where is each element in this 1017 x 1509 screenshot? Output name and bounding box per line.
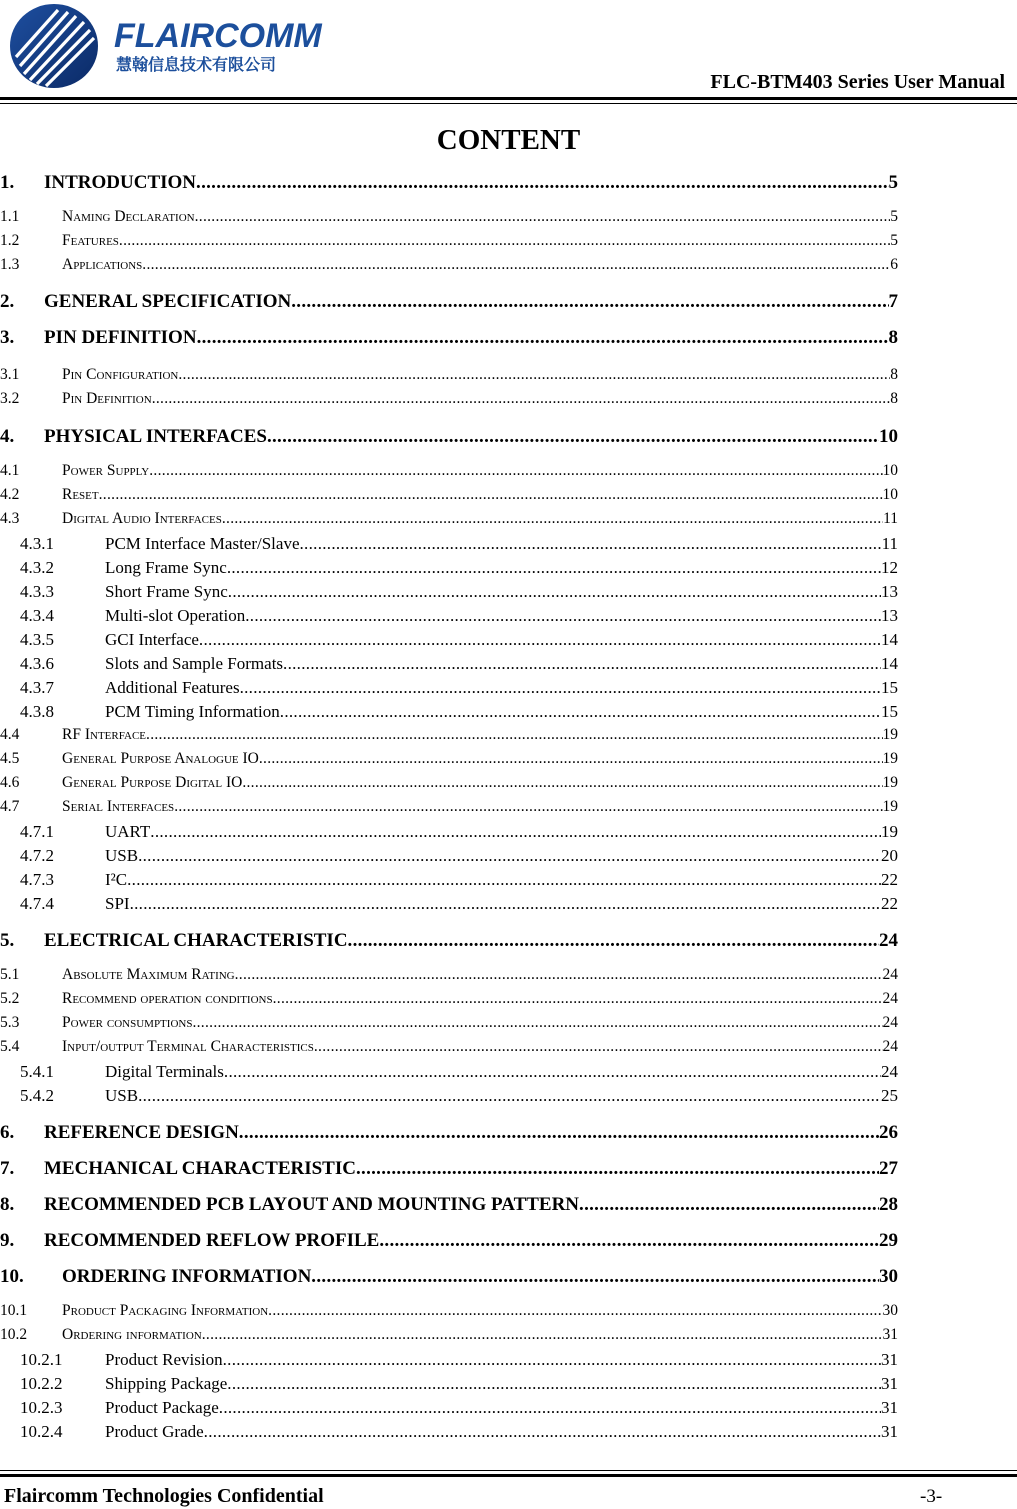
toc-entry-number: 5.1 — [0, 966, 20, 983]
toc-entry-title: Digital Audio Interfaces — [62, 510, 222, 527]
toc-leader-dots — [242, 774, 882, 792]
toc-entry-title: ORDERING INFORMATION — [62, 1266, 312, 1287]
toc-entry-title: I²C — [105, 870, 128, 889]
toc-entry[interactable] — [0, 774, 898, 796]
toc-entry-title: Absolute Maximum Rating — [62, 966, 235, 983]
toc-entry[interactable] — [0, 894, 898, 916]
toc-entry-number: 5.3 — [0, 1014, 20, 1031]
toc-entry[interactable] — [0, 486, 898, 508]
toc-leader-dots — [267, 426, 879, 448]
toc-leader-dots — [152, 390, 891, 408]
toc-entry-title: General Purpose Digital IO — [62, 774, 243, 791]
footer-company: Flaircomm Technologies Confidential — [4, 1485, 324, 1507]
toc-entry-number: 4.3.6 — [20, 654, 54, 673]
toc-entry-page: 31 — [882, 1326, 898, 1343]
toc-entry-page: 11 — [881, 534, 898, 553]
toc-entry-title: USB — [105, 846, 139, 865]
toc-leader-dots — [224, 1062, 881, 1082]
page-title: CONTENT — [436, 124, 581, 156]
toc-leader-dots — [356, 1158, 879, 1180]
toc-entry-number: 4.3.5 — [20, 630, 54, 649]
toc-entry[interactable] — [0, 366, 898, 388]
toc-entry[interactable] — [0, 582, 898, 604]
toc-entry-page: 22 — [881, 870, 898, 889]
toc-leader-dots — [178, 366, 890, 384]
toc-leader-dots — [196, 172, 888, 194]
toc-entry-page: 14 — [881, 654, 898, 673]
toc-leader-dots — [291, 291, 888, 313]
toc-entry-number: 4.7 — [0, 798, 20, 815]
toc-leader-dots — [240, 678, 881, 698]
toc-entry-number: 4.3.1 — [20, 534, 54, 553]
toc-entry-page: 19 — [882, 774, 898, 791]
toc-leader-dots — [239, 1122, 879, 1144]
toc-entry-page: 8 — [890, 366, 898, 383]
toc-entry-page: 5 — [890, 208, 898, 225]
toc-entry-page: 31 — [881, 1350, 898, 1369]
toc-entry-page: 13 — [881, 582, 898, 601]
toc-entry-title: Product Package — [105, 1398, 219, 1417]
toc-entry-number: 1.2 — [0, 232, 20, 249]
toc-entry-title: Ordering information — [62, 1326, 202, 1343]
toc-entry-number: 4.3.2 — [20, 558, 54, 577]
toc-leader-dots — [149, 462, 882, 480]
toc-entry-title: General Purpose Analogue IO — [62, 750, 259, 767]
logo-subtitle: 慧翰信息技术有限公司 — [116, 55, 277, 74]
toc-leader-dots — [142, 256, 890, 274]
footer-rule-thick — [0, 1474, 1017, 1477]
toc-entry[interactable] — [0, 462, 898, 484]
toc-entry-number: 4.3.3 — [20, 582, 54, 601]
toc-leader-dots — [280, 702, 881, 722]
toc-entry-title: SPI — [105, 894, 130, 913]
toc-entry-number: 4.7.3 — [20, 870, 54, 889]
toc-leader-dots — [192, 1014, 882, 1032]
toc-leader-dots — [273, 990, 883, 1008]
toc-entry-number: 4.3.4 — [20, 606, 54, 625]
toc-entry-number: 10.2.4 — [20, 1422, 63, 1441]
toc-entry-number: 10.2.3 — [20, 1398, 63, 1417]
toc-entry-page: 5 — [890, 232, 898, 249]
toc-entry[interactable] — [0, 534, 898, 556]
toc-entry-page: 24 — [882, 1014, 898, 1031]
toc-entry-title: Digital Terminals — [105, 1062, 224, 1081]
toc-leader-dots — [138, 1086, 881, 1106]
toc-entry-page: 19 — [881, 822, 898, 841]
toc-entry-title: PHYSICAL INTERFACES — [44, 426, 267, 447]
toc-entry[interactable] — [0, 1086, 898, 1108]
toc-leader-dots — [219, 1398, 881, 1418]
toc-entry[interactable] — [0, 1158, 898, 1180]
toc-entry-page: 28 — [879, 1194, 898, 1215]
toc-leader-dots — [222, 510, 883, 528]
toc-entry-title: UART — [105, 822, 151, 841]
toc-entry-title: RECOMMENDED REFLOW PROFILE — [44, 1230, 380, 1251]
toc-entry-title: Short Frame Sync — [105, 582, 228, 601]
toc-leader-dots — [300, 534, 882, 554]
toc-entry[interactable] — [0, 1194, 898, 1216]
toc-entry-number: 4.2 — [0, 486, 20, 503]
toc-leader-dots — [228, 582, 881, 602]
toc-leader-dots — [199, 630, 881, 650]
toc-entry-number: 10.2.2 — [20, 1374, 63, 1393]
toc-entry-page: 8 — [888, 327, 898, 348]
toc-leader-dots — [223, 1350, 881, 1370]
toc-leader-dots — [227, 1374, 881, 1394]
footer-rule-thin — [0, 1470, 1017, 1471]
toc-entry[interactable] — [0, 1014, 898, 1036]
toc-entry[interactable] — [0, 1398, 898, 1420]
toc-entry-title: Reset — [62, 486, 99, 503]
toc-entry-page: 10 — [882, 486, 898, 503]
toc-entry-title: RECOMMENDED PCB LAYOUT AND MOUNTING PATTERN — [44, 1194, 580, 1215]
toc-entry-title: Long Frame Sync — [105, 558, 227, 577]
toc-leader-dots — [268, 1302, 882, 1320]
toc-entry[interactable] — [0, 1350, 898, 1372]
toc-entry-title: Shipping Package — [105, 1374, 228, 1393]
toc-entry-page: 31 — [881, 1374, 898, 1393]
toc-leader-dots — [174, 798, 882, 816]
toc-entry-page: 8 — [890, 390, 898, 407]
toc-entry-title: Naming Declaration — [62, 208, 195, 225]
toc-entry[interactable] — [0, 1302, 898, 1324]
toc-entry-page: 19 — [882, 798, 898, 815]
page-number: -3- — [920, 1486, 943, 1507]
toc-entry-title: Serial Interfaces — [62, 798, 175, 815]
toc-entry-number: 4.7.1 — [20, 822, 54, 841]
toc-entry-page: 12 — [881, 558, 898, 577]
toc-leader-dots — [348, 930, 879, 952]
toc-entry[interactable] — [0, 870, 898, 892]
toc-entry-page: 11 — [883, 510, 898, 527]
toc-entry-page: 7 — [888, 291, 898, 312]
toc-entry-number: 5. — [0, 930, 15, 951]
toc-entry[interactable] — [0, 390, 898, 412]
toc-entry-title: Product Grade — [105, 1422, 204, 1441]
toc-entry[interactable] — [0, 606, 898, 628]
toc-entry-page: 6 — [890, 256, 898, 273]
toc-entry-number: 4.5 — [0, 750, 20, 767]
toc-entry[interactable] — [0, 208, 898, 230]
toc-entry[interactable] — [0, 1326, 898, 1348]
toc-entry-title: REFERENCE DESIGN — [44, 1122, 239, 1143]
toc-entry-number: 1.3 — [0, 256, 20, 273]
toc-entry-number: 4.3.8 — [20, 702, 54, 721]
toc-entry-title: MECHANICAL CHARACTERISTIC — [44, 1158, 356, 1179]
toc-leader-dots — [197, 327, 889, 349]
toc-leader-dots — [138, 846, 881, 866]
toc-entry-title: RF Interface — [62, 726, 147, 743]
toc-entry[interactable] — [0, 291, 898, 313]
toc-entry-page: 24 — [879, 930, 898, 951]
toc-entry-page: 10 — [882, 462, 898, 479]
toc-entry-title: Pin Definition — [62, 390, 152, 407]
toc-entry-title: Recommend operation conditions — [62, 990, 273, 1007]
toc-entry-page: 26 — [879, 1122, 898, 1143]
toc-entry-number: 1.1 — [0, 208, 20, 225]
toc-entry-title: Product Revision — [105, 1350, 223, 1369]
toc-entry-title: Power consumptions — [62, 1014, 193, 1031]
toc-entry[interactable] — [0, 426, 898, 448]
toc-entry-page: 29 — [879, 1230, 898, 1251]
toc-entry-number: 10. — [0, 1266, 24, 1287]
toc-entry-page: 31 — [881, 1398, 898, 1417]
toc-entry-page: 24 — [881, 1062, 898, 1081]
toc-entry[interactable] — [0, 232, 898, 254]
header-rule-thin — [0, 103, 1017, 104]
toc-entry-title: GENERAL SPECIFICATION — [44, 291, 292, 312]
toc-leader-dots — [311, 1266, 879, 1288]
toc-entry[interactable] — [0, 990, 898, 1012]
toc-entry-page: 30 — [882, 1302, 898, 1319]
toc-entry-number: 5.4.1 — [20, 1062, 54, 1081]
toc-entry-number: 9. — [0, 1230, 15, 1251]
toc-leader-dots — [227, 558, 881, 578]
toc-entry[interactable] — [0, 1062, 898, 1084]
toc-entry-number: 4.3.7 — [20, 678, 54, 697]
toc-entry[interactable] — [0, 654, 898, 676]
toc-entry-number: 10.2.1 — [20, 1350, 63, 1369]
toc-entry-title: USB — [105, 1086, 139, 1105]
toc-entry-number: 4.7.4 — [20, 894, 54, 913]
toc-entry-page: 19 — [882, 750, 898, 767]
toc-entry-page: 13 — [881, 606, 898, 625]
toc-entry-number: 5.4.2 — [20, 1086, 54, 1105]
toc-entry-number: 10.2 — [0, 1326, 28, 1343]
toc-leader-dots — [127, 870, 881, 890]
toc-leader-dots — [283, 654, 881, 674]
toc-entry-page: 5 — [888, 172, 898, 193]
toc-leader-dots — [150, 822, 881, 842]
toc-entry-title: Pin Configuration — [62, 366, 179, 383]
toc-leader-dots — [195, 208, 891, 226]
toc-leader-dots — [314, 1038, 883, 1056]
toc-entry[interactable] — [0, 558, 898, 580]
toc-entry-page: 27 — [879, 1158, 898, 1179]
toc-entry-title: Additional Features — [105, 678, 240, 697]
toc-leader-dots — [245, 606, 881, 626]
toc-entry-title: Features — [62, 232, 119, 249]
toc-entry-page: 15 — [881, 678, 898, 697]
toc-entry-title: Input/output Terminal Characteristics — [62, 1038, 314, 1055]
toc-entry[interactable] — [0, 1374, 898, 1396]
toc-entry[interactable] — [0, 966, 898, 988]
toc-entry-page: 31 — [881, 1422, 898, 1441]
toc-entry-title: PCM Interface Master/Slave — [105, 534, 300, 553]
toc-entry-page: 25 — [881, 1086, 898, 1105]
toc-entry-page: 19 — [882, 726, 898, 743]
toc-entry-number: 5.2 — [0, 990, 20, 1007]
toc-entry-number: 4. — [0, 426, 15, 447]
toc-leader-dots — [202, 1326, 883, 1344]
toc-leader-dots — [119, 232, 890, 250]
toc-leader-dots — [146, 726, 882, 744]
document-title: FLC-BTM403 Series User Manual — [710, 71, 1005, 93]
toc-entry-number: 5.4 — [0, 1038, 20, 1055]
toc-entry-number: 4.1 — [0, 462, 20, 479]
toc-entry[interactable] — [0, 1266, 898, 1288]
toc-entry-number: 3. — [0, 327, 15, 348]
page-header — [0, 0, 1017, 110]
toc-entry-title: Power Supply — [62, 462, 150, 479]
toc-entry-title: ELECTRICAL CHARACTERISTIC — [44, 930, 348, 951]
toc-entry-title: Product Packaging Information — [62, 1302, 269, 1319]
toc-entry-title: INTRODUCTION — [44, 172, 197, 193]
toc-entry-title: Applications — [62, 256, 143, 273]
toc-entry-number: 3.1 — [0, 366, 20, 383]
toc-entry[interactable] — [0, 930, 898, 952]
toc-entry-number: 2. — [0, 291, 15, 312]
toc-entry-page: 24 — [882, 990, 898, 1007]
toc-entry-title: GCI Interface — [105, 630, 199, 649]
toc-entry-number: 7. — [0, 1158, 15, 1179]
toc-entry-title: Multi-slot Operation — [105, 606, 246, 625]
toc-entry-page: 30 — [879, 1266, 898, 1287]
toc-entry-page: 24 — [882, 966, 898, 983]
toc-entry-page: 15 — [881, 702, 898, 721]
toc-entry[interactable] — [0, 798, 898, 820]
toc-leader-dots — [259, 750, 883, 768]
toc-leader-dots — [99, 486, 883, 504]
toc-entry[interactable] — [0, 1422, 898, 1444]
toc-leader-dots — [235, 966, 883, 984]
toc-entry[interactable] — [0, 1230, 898, 1252]
toc-entry-number: 10.1 — [0, 1302, 28, 1319]
toc-entry[interactable] — [0, 630, 898, 652]
toc-entry-number: 4.3 — [0, 510, 20, 527]
toc-entry-number: 4.7.2 — [20, 846, 54, 865]
toc-entry[interactable] — [0, 846, 898, 868]
toc-leader-dots — [204, 1422, 881, 1442]
toc-entry-title: Slots and Sample Formats — [105, 654, 284, 673]
toc-entry[interactable] — [0, 702, 898, 724]
toc-entry-page: 24 — [882, 1038, 898, 1055]
toc-entry[interactable] — [0, 327, 898, 349]
toc-entry[interactable] — [0, 726, 898, 748]
toc-leader-dots — [130, 894, 881, 914]
toc-entry-page: 20 — [881, 846, 898, 865]
toc-entry[interactable] — [0, 256, 898, 278]
toc-entry-page: 14 — [881, 630, 898, 649]
toc-entry[interactable] — [0, 1122, 898, 1144]
toc-entry-number: 6. — [0, 1122, 15, 1143]
toc-entry-number: 4.4 — [0, 726, 20, 743]
flaircomm-logo — [6, 2, 326, 92]
toc-entry-page: 22 — [881, 894, 898, 913]
toc-entry[interactable] — [0, 172, 898, 194]
toc-leader-dots — [579, 1194, 879, 1216]
toc-entry[interactable] — [0, 750, 898, 772]
toc-entry-number: 3.2 — [0, 390, 20, 407]
header-rule-thick — [0, 97, 1017, 100]
toc-entry[interactable] — [0, 678, 898, 700]
toc-entry-title: PIN DEFINITION — [44, 327, 197, 348]
toc-entry-title: PCM Timing Information — [105, 702, 280, 721]
toc-entry[interactable] — [0, 822, 898, 844]
toc-entry-number: 1. — [0, 172, 15, 193]
toc-leader-dots — [379, 1230, 879, 1252]
toc-entry[interactable] — [0, 1038, 898, 1060]
toc-entry[interactable] — [0, 510, 898, 532]
toc-entry-number: 4.6 — [0, 774, 20, 791]
toc-entry-number: 8. — [0, 1194, 15, 1215]
toc-entry-page: 10 — [879, 426, 898, 447]
logo-wordmark: FLAIRCOMM — [114, 17, 322, 55]
